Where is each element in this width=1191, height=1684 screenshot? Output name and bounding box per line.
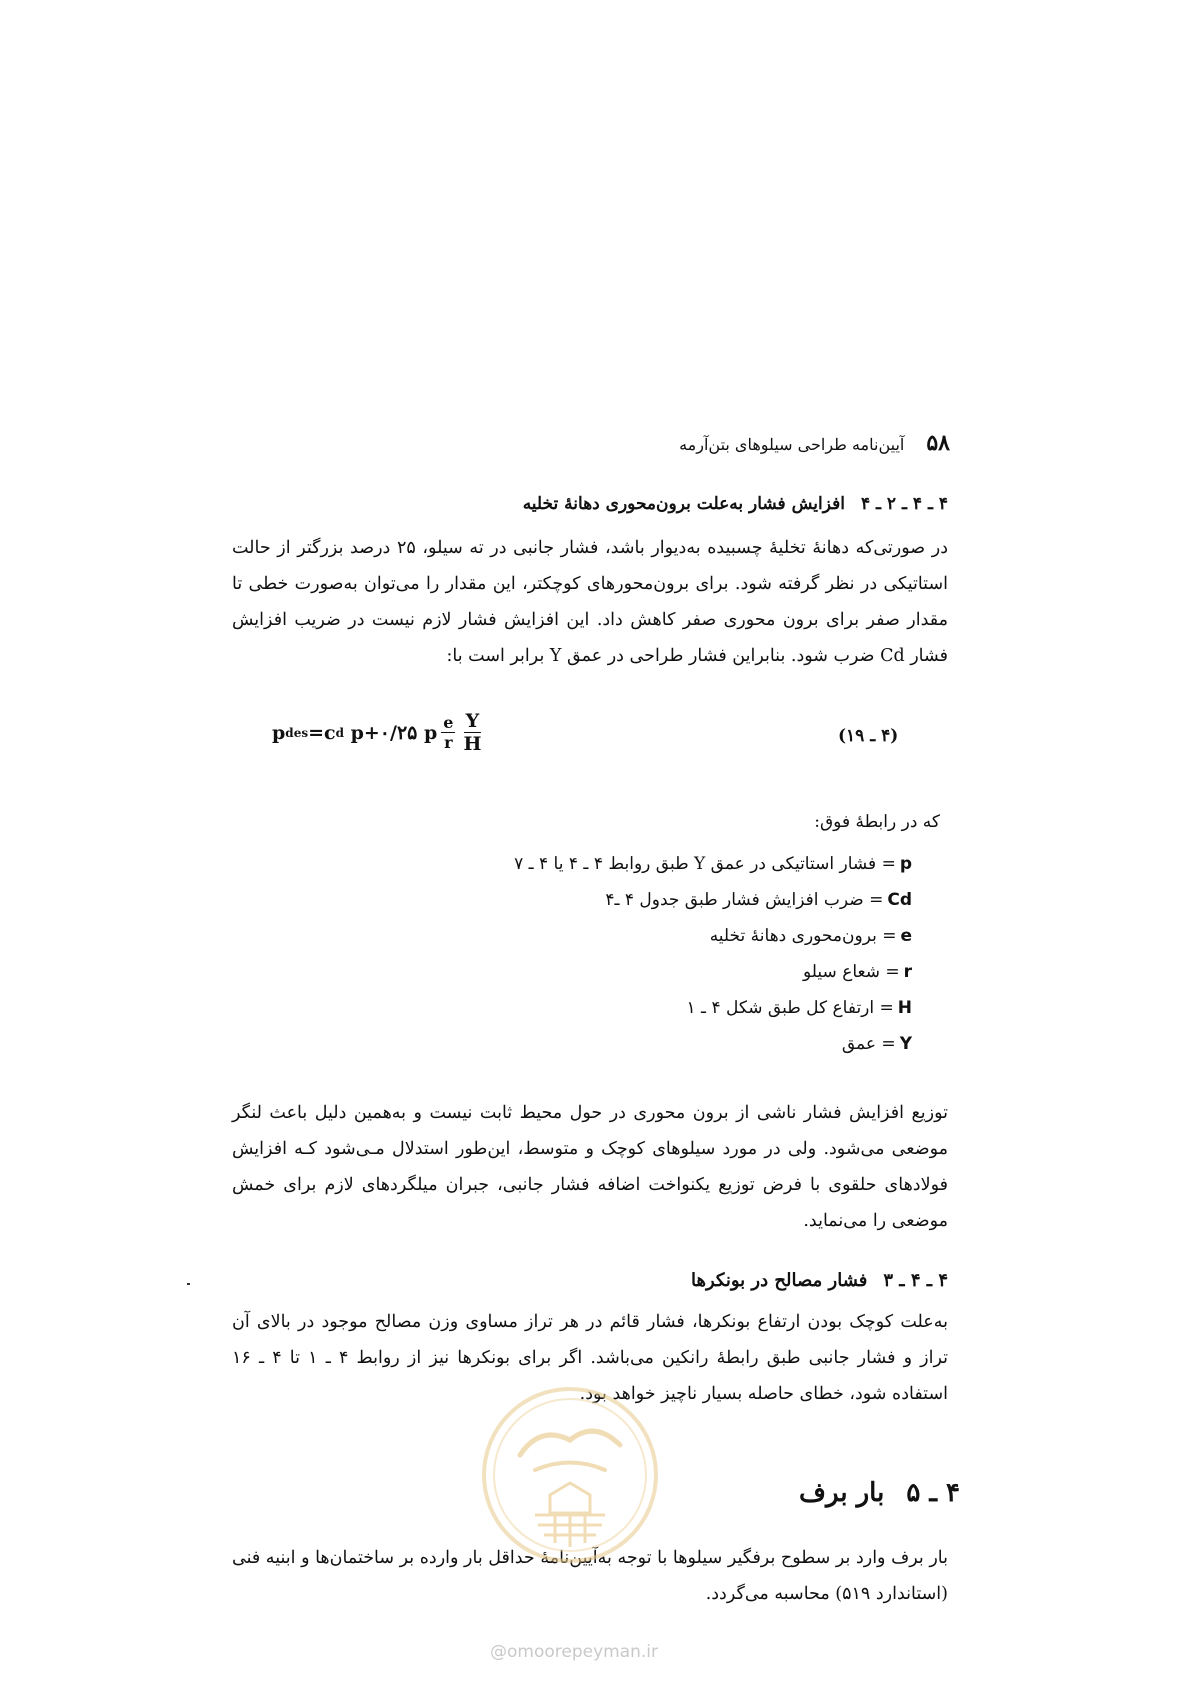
paragraph: در صورتی‌که دهانهٔ تخلیهٔ چسبیده به‌دیوار باشد، فشار جانبی در ته سیلو، ۲۵ درصد بزرگتر از حالت استاتیکی در نظر گرفته شود. برای برون‌محورهای کوچکتر، این مقدار را می‌توان به‌صورت خطی تا مقدار صفر برای برون محوری صفر کاهش داد. این افزایش فشار لازم نیست در ضریب افزایش فشار Cd ضرب شود. بنابراین فشار طراحی در عمق Y برابر است با: xyxy=(232,538,949,666)
variable-symbol: p xyxy=(899,854,912,874)
section-title: افزایش فشار به‌علت برون‌محوری دهانهٔ تخلیه xyxy=(522,494,845,514)
variable-item xyxy=(300,846,912,882)
variable-description: = برون‌محوری دهانهٔ تخلیه xyxy=(709,926,897,946)
variable-symbol: Cd xyxy=(887,890,912,910)
paragraph: بار برف وارد بر سطوح برفگیر سیلوها با توجه به‌آیین‌نامهٔ حداقل بار وارده بر ساختمان‌ها و ابنیه فنی (استاندارد ۵۱۹) محاسبه می‌گردد. xyxy=(232,1548,948,1604)
page-number: ۵۸ xyxy=(926,430,950,456)
variable-symbol: r xyxy=(903,962,912,982)
variable-item xyxy=(300,918,912,954)
watermark-site: @omoorepeyman.ir xyxy=(490,1642,659,1662)
scan-speck xyxy=(187,1283,190,1285)
paragraph: به‌علت کوچک بودن ارتفاع بونکرها، فشار قائم در هر تراز مساوی وزن مصالح موجود در بالای آن تراز و فشار جانبی طبق رابطهٔ رانکین می‌باشد. اگر برای بونکرها نیز از روابط ۴ ـ ۱ تا ۴ ـ ۱۶ استفاده شود، خطای حاصله بسیار ناچیز خواهد بود. xyxy=(232,1312,949,1404)
paragraph: توزیع افزایش فشار ناشی از برون محوری در حول محیط ثابت نیست و به‌همین دلیل باعث لنگر موضعی می‌شود. ولی در مورد سیلوهای کوچک و متوسط، این‌طور استدلال مـی‌شود کـه افزایش فولادهای حلقوی با فرض توزیع یکنواخت اضافه فشار جانبی، جبران میلگردهای لازم برای خمش موضعی را می‌نماید. xyxy=(232,1103,948,1231)
section-number: ۴ ـ ۴ ـ ۳ xyxy=(883,1270,948,1291)
section-title: فشار مصالح در بونکرها xyxy=(691,1270,868,1291)
fraction-y-over-h xyxy=(463,712,481,754)
section-heading xyxy=(400,494,948,514)
formula-c: c xyxy=(324,722,336,744)
variable-list xyxy=(300,846,912,1062)
variable-description: = ضرب افزایش فشار طبق جدول ۴ ـ۴ xyxy=(605,890,884,910)
variable-description: = شعاع سیلو xyxy=(803,962,900,982)
variable-item xyxy=(300,990,912,1026)
section-title: بار برف xyxy=(799,1478,885,1508)
formula xyxy=(272,712,485,754)
section-number: ۴ ـ ۵ xyxy=(906,1478,960,1508)
running-title: آیین‌نامه طراحی سیلوهای بتن‌آرمه xyxy=(679,435,905,454)
variable-symbol: H xyxy=(897,998,912,1018)
variable-symbol: Y xyxy=(899,1034,912,1054)
variable-description: = عمق xyxy=(841,1034,896,1054)
formula-lhs: p xyxy=(272,722,286,744)
fraction-e-over-r xyxy=(441,715,455,751)
variable-description: = فشار استاتیکی در عمق Y طبق روابط ۴ ـ ۴ یا ۴ ـ ۷ xyxy=(514,854,896,874)
fraction-numerator: e xyxy=(443,713,454,732)
section-heading xyxy=(500,1270,948,1291)
watermark-seal-logo xyxy=(480,1385,660,1565)
formula-c-sub: d xyxy=(335,726,344,740)
variable-symbol: e xyxy=(900,926,912,946)
page-header xyxy=(640,430,950,460)
formula-term: p+۰/۲۵ p xyxy=(350,722,438,744)
variable-item xyxy=(300,882,912,918)
section-heading xyxy=(780,1478,960,1508)
fraction-numerator: Y xyxy=(465,710,480,732)
formula-lhs-sub: des xyxy=(285,726,309,740)
variable-description: = ارتفاع کل طبق شکل ۴ ـ ۱ xyxy=(686,998,894,1018)
section-number: ۴ ـ ۴ ـ ۲ ـ ۴ xyxy=(860,494,948,514)
formula-equals: = xyxy=(308,722,324,744)
fraction-denominator: H xyxy=(463,733,482,755)
variable-item xyxy=(300,1026,912,1062)
equation-number: (۴ ـ ۱۹) xyxy=(838,726,899,746)
variable-item xyxy=(300,954,912,990)
where-intro: که در رابطهٔ فوق: xyxy=(814,812,940,832)
fraction-denominator: r xyxy=(444,733,453,752)
